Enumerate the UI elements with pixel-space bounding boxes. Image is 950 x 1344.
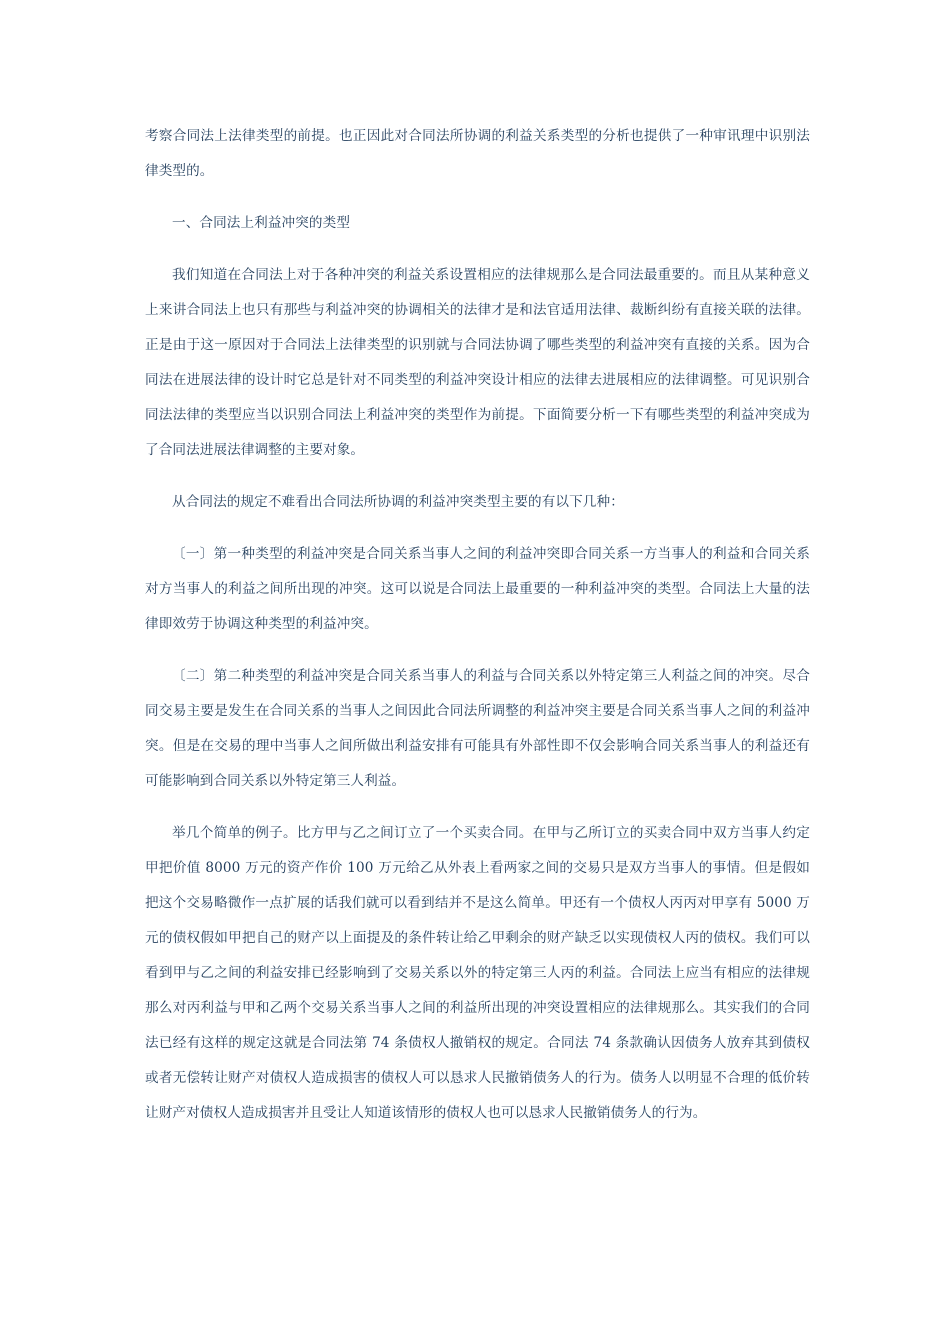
section-heading: 一、合同法上利益冲突的类型	[172, 215, 351, 231]
paragraph-type-two: 〔二〕第二种类型的利益冲突是合同关系当事人的利益与合同关系以外特定第三人利益之间的冲突。尽合同交易主要是发生在合同关系的当事人之间因此合同法所调整的利益冲突主要是合同关系当事人之间的利益冲突。但是在交易的理中当事人之间所做出利益安排有可能具有外部性即不仅会影响合同关系当事人的利益还有可能影响到合同关系以外特定第三人利益。	[145, 668, 810, 789]
paragraph-type-one: 〔一〕第一种类型的利益冲突是合同关系当事人之间的利益冲突即合同关系一方当事人的利益和合同关系对方当事人的利益之间所出现的冲突。这可以说是合同法上最重要的一种利益冲突的类型。合同法上大量的法律即效劳于协调这种类型的利益冲突。	[145, 546, 810, 632]
paragraph-example: 举几个简单的例子。比方甲与乙之间订立了一个买卖合同。在甲与乙所订立的买卖合同中双方当事人约定甲把价值 8000 万元的资产作价 100 万元给乙从外表上看两家之间的交易只是双方当事人的事情。但是假如把这个交易略微作一点扩展的话我们就可以看到结并不是这么简单。甲还有一个债权人丙丙对甲享有 5000 万元的债权假如甲把自己的财产以上面提及的条件转让给乙甲剩余的财产缺乏以实现债权人丙的债权。我们可以看到甲与乙之间的利益安排已经影响到了交易关系以外的特定第三人丙的利益。合同法上应当有相应的法律规那么对丙利益与甲和乙两个交易关系当事人之间的利益所出现的冲突设置相应的法律规那么。其实我们的合同法已经有这样的规定这就是合同法第 74 条债权人撤销权的规定。合同法 74 条款确认因债务人放弃其到债权或者无偿转让财产对债权人造成损害的债权人可以恳求人民撤销债务人的行为。债务人以明显不合理的低价转让财产对债权人造成损害并且受让人知道该情形的债权人也可以恳求人民撤销债务人的行为。	[145, 825, 810, 1121]
document-body	[145, 119, 810, 1148]
paragraph-overview: 我们知道在合同法上对于各种冲突的利益关系设置相应的法律规那么是合同法最重要的。而且从某种意义上来讲合同法上也只有那些与利益冲突的协调相关的法律才是和法官适用法律、裁断纠纷有直接关联的法律。正是由于这一原因对于合同法上法律类型的识别就与合同法协调了哪些类型的利益冲突有直接的关系。因为合同法在进展法律的设计时它总是针对不同类型的利益冲突设计相应的法律去进展相应的法律调整。可见识别合同法法律的类型应当以识别合同法上利益冲突的类型作为前提。下面简要分析一下有哪些类型的利益冲突成为了合同法进展法律调整的主要对象。	[145, 267, 810, 458]
paragraph-intro: 考察合同法上法律类型的前提。也正因此对合同法所协调的利益关系类型的分析也提供了一种审讯理中识别法律类型的。	[145, 128, 810, 179]
paragraph-types-lead: 从合同法的规定不难看出合同法所协调的利益冲突类型主要的有以下几种：	[172, 494, 624, 510]
